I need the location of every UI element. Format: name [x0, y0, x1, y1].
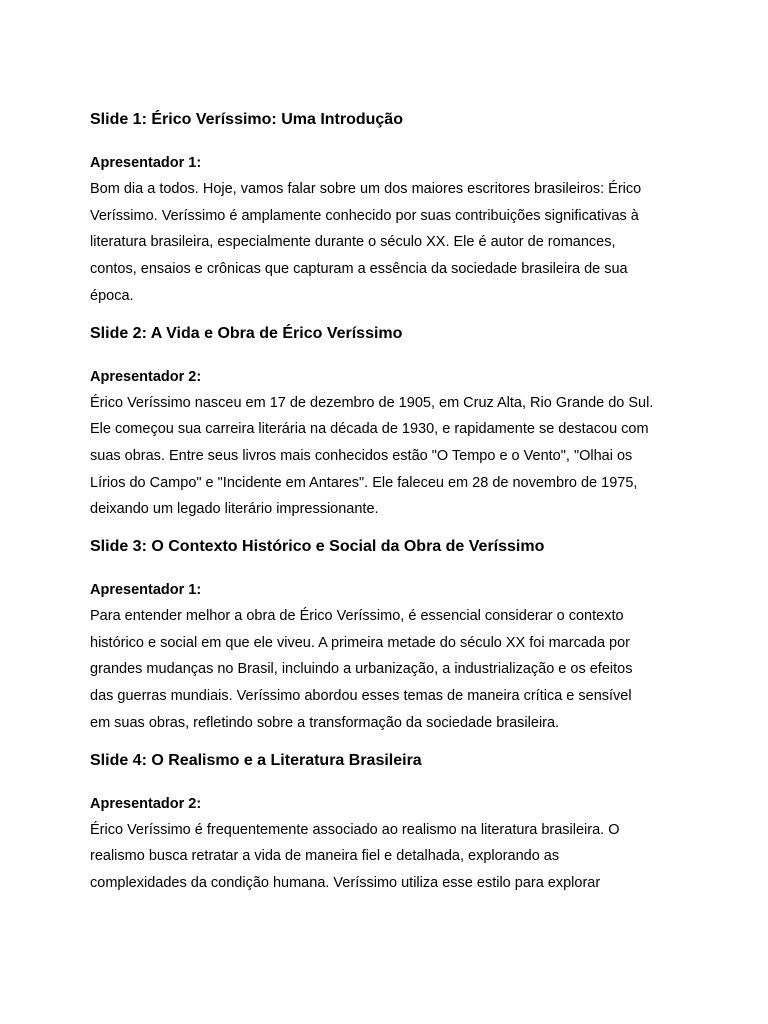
paragraph-line: Veríssimo. Veríssimo é amplamente conhecido por suas contribuições significativas à — [90, 207, 639, 224]
slide-section-1 — [90, 108, 690, 310]
slide-paragraph — [90, 817, 690, 897]
paragraph-line: Bom dia a todos. Hoje, vamos falar sobre um dos maiores escritores brasileiros: Érico — [90, 181, 642, 197]
paragraph-line: grandes mudanças no Brasil, incluindo a urbanização, a industrialização e os efeitos — [90, 661, 633, 678]
paragraph-line: complexidades da condição humana. Veríssimo utiliza esse estilo para explorar — [90, 874, 601, 891]
paragraph-line: época. — [90, 287, 134, 304]
paragraph-line: Érico Veríssimo nasceu em 17 de dezembro de 1905, em Cruz Alta, Rio Grande do Sul. — [90, 394, 654, 411]
presenter-label: Apresentador 2: — [90, 368, 202, 385]
slide-section-4 — [90, 749, 690, 897]
paragraph-line: realismo busca retratar a vida de maneira fiel e detalhada, explorando as — [90, 848, 560, 865]
slide-paragraph — [90, 390, 690, 524]
document-page — [90, 108, 690, 897]
presenter-label: Apresentador 1: — [90, 582, 202, 599]
paragraph-line: literatura brasileira, especialmente durante o século XX. Ele é autor de romances, — [90, 234, 616, 251]
paragraph-line: Lírios do Campo" e "Incidente em Antares". Ele faleceu em 28 de novembro de 1975, — [90, 474, 638, 491]
slide-paragraph — [90, 176, 690, 310]
paragraph-line: Érico Veríssimo é frequentemente associado ao realismo na literatura brasileira. O — [90, 821, 620, 838]
presenter-label: Apresentador 1: — [90, 155, 202, 171]
paragraph-line: histórico e social em que ele viveu. A primeira metade do século XX foi marcada por — [90, 634, 630, 651]
paragraph-line: contos, ensaios e crônicas que capturam a essência da sociedade brasileira de sua — [90, 261, 628, 278]
slide-title: Slide 4: O Realismo e a Literatura Brasileira — [90, 751, 422, 769]
slide-title: Slide 1: Érico Veríssimo: Uma Introdução — [90, 111, 403, 128]
slide-section-3 — [90, 535, 690, 737]
paragraph-line: suas obras. Entre seus livros mais conhecidos estão "O Tempo e o Vento", "Olhai os — [90, 447, 633, 464]
paragraph-line: em suas obras, refletindo sobre a transformação da sociedade brasileira. — [90, 714, 560, 731]
slide-section-2 — [90, 322, 690, 524]
paragraph-line: Para entender melhor a obra de Érico Veríssimo, é essencial considerar o contexto — [90, 608, 624, 625]
presenter-label: Apresentador 2: — [90, 795, 202, 812]
paragraph-line: das guerras mundiais. Veríssimo abordou esses temas de maneira crítica e sensível — [90, 688, 632, 705]
paragraph-line: deixando um legado literário impressionante. — [90, 501, 379, 518]
paragraph-line: Ele começou sua carreira literária na década de 1930, e rapidamente se destacou com — [90, 421, 649, 438]
slide-title: Slide 3: O Contexto Histórico e Social da Obra de Veríssimo — [90, 538, 545, 556]
slide-title: Slide 2: A Vida e Obra de Érico Veríssimo — [90, 324, 403, 342]
slide-paragraph — [90, 603, 690, 737]
